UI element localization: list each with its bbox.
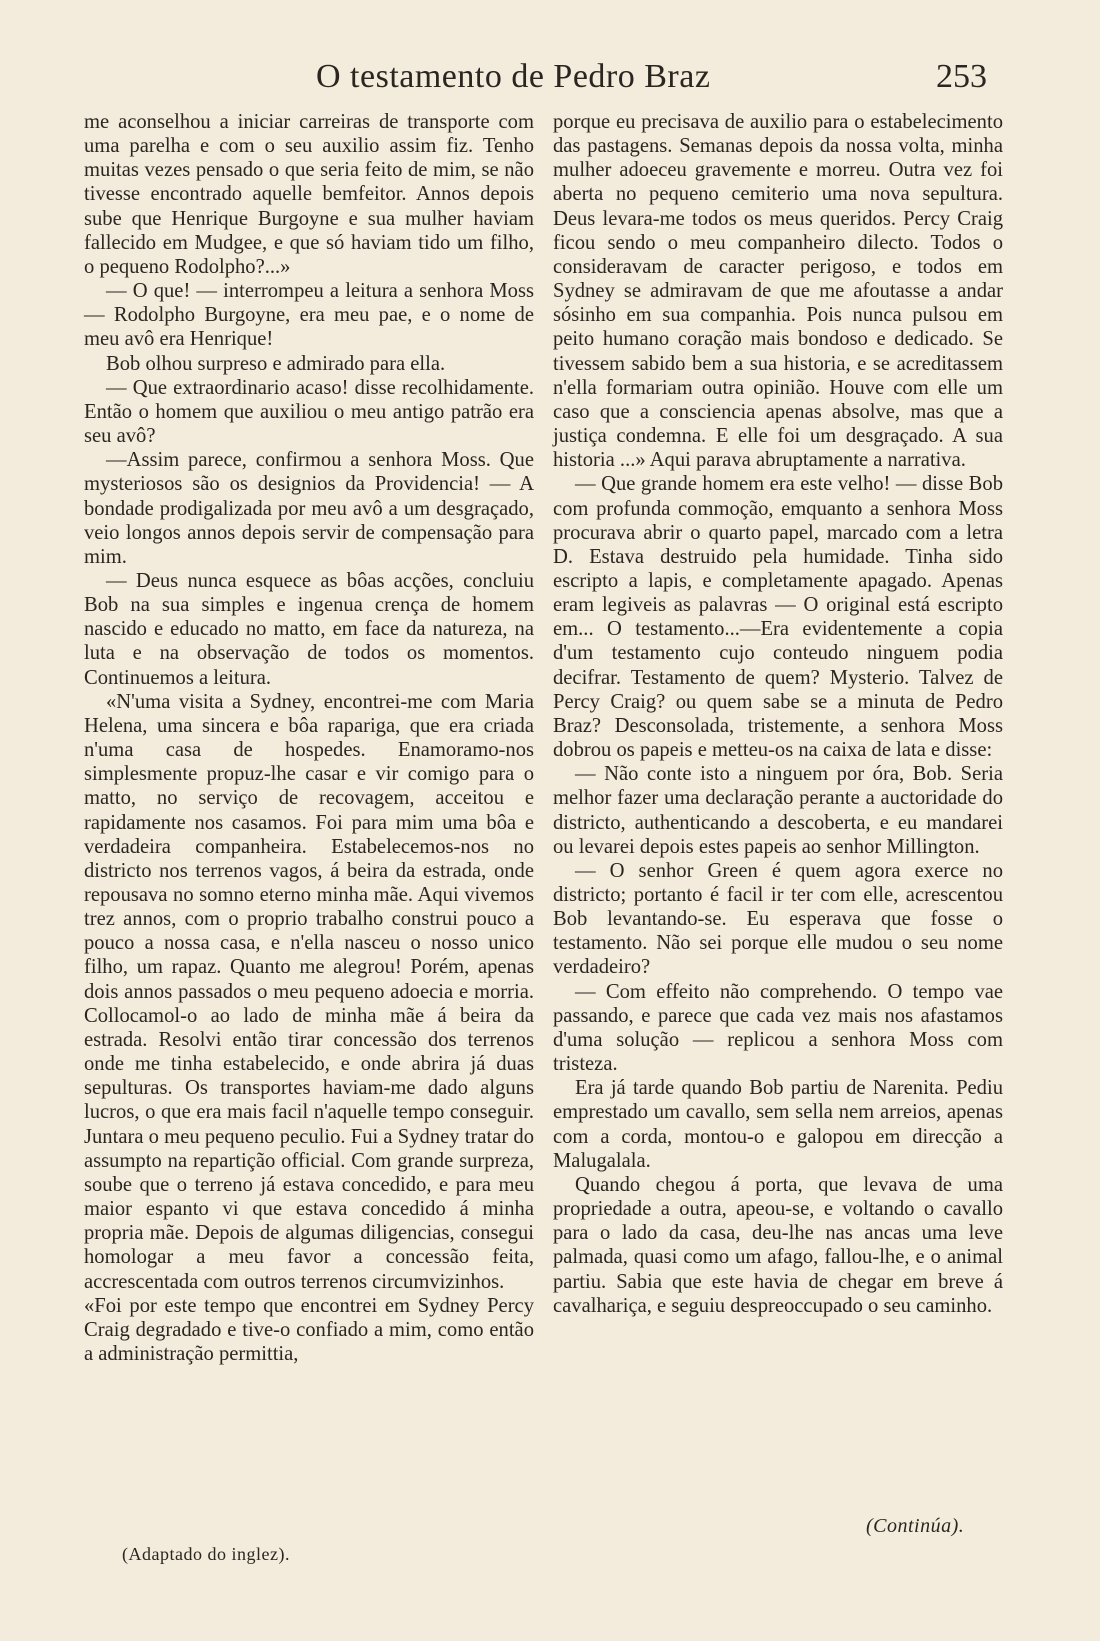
- paragraph: porque eu precisava de auxilio para o estabelecimento das pastagens. Semanas depois da nossa volta, minha mulher adoeceu gravemente e morreu. Outra vez foi aberta no pequeno cemiterio uma nova sepultura. Deus levara-me todos os meus queridos. Percy Craig ficou sendo o meu companheiro dilecto. Todos o consideravam de caracter perigoso, e todos em Sydney se admiravam de que me afoutasse a andar sósinho em sua companhia. Pois nunca pulsou em peito humano coração mais bondoso e dedicado. Se tivessem sabido bem a sua historia, e se acreditassem n'ella formariam outra opinião. Houve com elle um caso que a consciencia apenas absolve, mas que a justiça condemna. E elle foi um desgraçado. A sua historia ...» Aqui parava abruptamente a narrativa.: [553, 111, 1003, 472]
- paragraph: Era já tarde quando Bob partiu de Narenita. Pediu emprestado um cavallo, sem sella nem arreios, apenas com a corda, montou-o e galopou em direcção a Malugalala.: [553, 1077, 1003, 1172]
- paragraph: — O senhor Green é quem agora exerce no districto; portanto é facil ir ter com elle, acrescentou Bob levantando-se. Eu esperava que fosse o testamento. Não sei porque elle mudou o seu nome verdadeiro?: [553, 859, 1003, 979]
- paragraph: «Foi por este tempo que encontrei em Sydney Percy Craig degradado e tive-o confiado a mim, como então a administração permittia,: [84, 1294, 534, 1365]
- continued-note: (Continúa).: [866, 1515, 965, 1537]
- paragraph: — Que extraordinario acaso! disse recolhidamente. Então o homem que auxiliou o meu antigo patrão era seu avô?: [84, 376, 534, 448]
- page-number: 253: [936, 58, 987, 95]
- paragraph: — Que grande homem era este velho! — disse Bob com profunda commoção, emquanto a senhora Moss procurava abrir o quarto papel, marcado com a letra D. Estava destruido pela humidade. Tinha sido escripto a lapis, e completamente apagado. Apenas eram legiveis as palavras — O original está escripto em... O testamento...—Era evidentemente a copia d'um testamento cujo conteudo ninguem podia decifrar. Testamento de quem? Mysterio. Talvez de Percy Craig? ou quem sabe se a minuta de Pedro Braz? Desconsolada, tristemente, a senhora Moss dobrou os papeis e metteu-os na caixa de lata e disse:: [553, 473, 1003, 762]
- paragraph: Bob olhou surpreso e admirado para ella.: [106, 352, 446, 375]
- paragraph: —Assim parece, confirmou a senhora Moss. Que mysteriosos são os designios da Providencia! — A bondade prodigalizada por meu avô a um desgraçado, veio longos annos depois servir de compensação para mim.: [84, 449, 534, 568]
- paragraph: me aconselhou a iniciar carreiras de transporte com uma parelha e com o seu auxilio assim fiz. Tenho muitas vezes pensado o que seria feito de mim, se não tivesse encontrado aquelle bemfeitor. Annos depois sube que Henrique Burgoyne e sua mulher haviam fallecido em Mudgee, e que só haviam tido um filho, o pequeno Rodolpho?...»: [84, 111, 534, 278]
- paragraph: — Deus nunca esquece as bôas acções, concluiu Bob na sua simples e ingenua crença de homem nascido e educado no matto, em face da natureza, na luta e na observação de todos os momentos. Continuemos a leitura.: [84, 569, 534, 689]
- running-title: O testamento de Pedro Braz: [316, 58, 711, 95]
- adaptation-note: (Adaptado do inglez).: [122, 1544, 290, 1564]
- paragraph: — O que! — interrompeu a leitura a senhora Moss — Rodolpho Burgoyne, era meu pae, e o nome de meu avô era Henrique!: [84, 280, 534, 351]
- paragraph: Quando chegou á porta, que levava de uma propriedade a outra, apeou-se, e voltando o cavallo para o lado da casa, deu-lhe nas ancas uma leve palmada, quasi como um afago, fallou-lhe, e o animal partiu. Sabia que este havia de chegar em breve á cavalhariça, e seguiu despreoccupado o seu caminho.: [553, 1173, 1003, 1317]
- right-column: [553, 110, 1003, 1318]
- paragraph: — Não conte isto a ninguem por óra, Bob. Seria melhor fazer uma declaração perante a auctoridade do districto, authenticando a descoberta, e eu mandarei ou levarei depois estes papeis ao senhor Millington.: [553, 763, 1003, 858]
- paragraph: «N'uma visita a Sydney, encontrei-me com Maria Helena, uma sincera e bôa rapariga, que era criada n'uma casa de hospedes. Enamoramo-nos simplesmente propuz-lhe casar e vir comigo para o matto, no serviço de recovagem, acceitou e rapidamente nos casamos. Foi para mim uma bôa e verdadeira companheira. Estabelecemos-nos no districto nos terrenos vagos, á beira da estrada, onde repousava no somno eterno minha mãe. Aqui vivemos trez annos, com o proprio trabalho construi pouco a pouco a nossa casa, e n'ella nasceu o nosso unico filho, um rapaz. Quanto me alegrou! Porém, apenas dois annos passados o meu pequeno adoecia e morria. Collocamol-o ao lado de minha mãe á beira da estrada. Resolvi então tirar concessão dos terrenos onde me tinha estabelecido, e onde abrira já duas sepulturas. Os transportes haviam-me dado alguns lucros, o que era mais facil n'aquelle tempo conseguir. Juntara o meu pequeno peculio. Fui a Sydney tratar do assumpto na repartição official. Com grande surpreza, soube que o terreno já estava concedido, e para meu maior espanto vi que estava concedido á minha propria mãe. Depois de algumas diligencias, consegui homologar a meu favor a concessão feita, accrescentada com outros terrenos circumvizinhos.: [84, 690, 534, 1293]
- paragraph: — Com effeito não comprehendo. O tempo vae passando, e parece que cada vez mais nos afastamos d'uma solução — replicou a senhora Moss com tristeza.: [553, 980, 1003, 1076]
- left-column: [84, 110, 534, 1366]
- page-header: [0, 58, 1100, 108]
